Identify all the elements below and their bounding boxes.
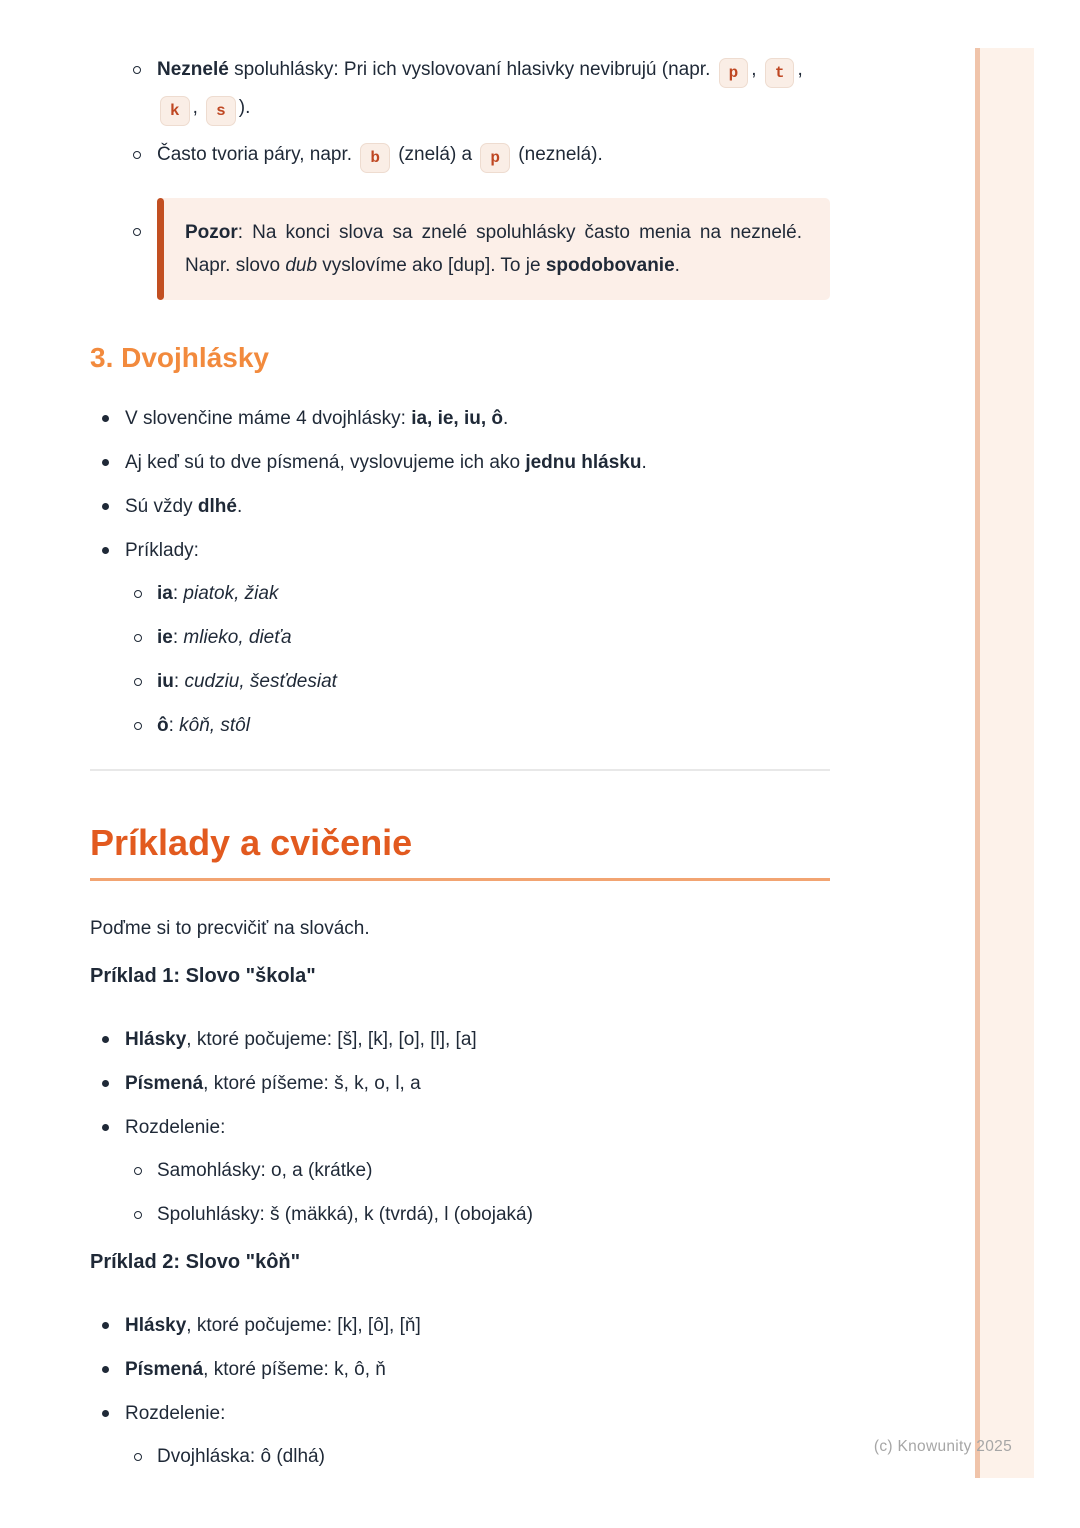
text-segment: ). bbox=[238, 97, 251, 118]
text-segment: Rozdelenie: bbox=[125, 1117, 226, 1138]
text-segment: spoluhlásky: Pri ich vyslovovaní hlasivky nevibrujú (napr. bbox=[228, 59, 716, 80]
lead-paragraph: Poďme si to precvičiť na slovách. bbox=[90, 918, 370, 939]
side-strip bbox=[975, 48, 1034, 1478]
list-item-text bbox=[125, 1029, 477, 1050]
text-segment: Neznelé bbox=[157, 59, 229, 80]
text-segment: , bbox=[751, 59, 762, 80]
list-item bbox=[90, 1025, 830, 1054]
bullet-disc-icon bbox=[102, 415, 109, 422]
dvojhlasky-examples-sublist bbox=[125, 579, 830, 740]
list-item bbox=[90, 1311, 830, 1340]
text-segment: . bbox=[236, 496, 243, 517]
text-segment: Sú vždy bbox=[125, 496, 198, 517]
text-segment: : bbox=[173, 671, 185, 692]
bullet-circle-icon bbox=[133, 228, 141, 236]
inline-code-badge: p bbox=[480, 143, 510, 173]
text-segment: V slovenčine máme 4 dvojhlásky: bbox=[125, 408, 412, 429]
text-segment: iu bbox=[157, 671, 174, 692]
text-segment: . bbox=[674, 255, 680, 276]
list-item-text bbox=[157, 715, 250, 736]
list-item-text bbox=[157, 1204, 533, 1225]
list-item bbox=[125, 667, 830, 696]
text-segment: , ktoré počujeme: [k], [ô], [ň] bbox=[186, 1315, 421, 1336]
text-segment: : bbox=[168, 715, 180, 736]
list-item bbox=[90, 136, 830, 174]
bullet-disc-icon bbox=[102, 1322, 109, 1329]
bullet-circle-icon bbox=[134, 1453, 142, 1461]
voiceless-consonants-list bbox=[90, 0, 830, 174]
example-2-title: Príklad 2: Slovo "kôň" bbox=[90, 1251, 301, 1273]
list-item-text bbox=[157, 59, 803, 118]
list-item bbox=[125, 1200, 830, 1229]
list-item-text bbox=[157, 1446, 325, 1467]
text-segment: dlhé bbox=[197, 496, 237, 517]
text-segment: (neznelá). bbox=[513, 144, 603, 165]
list-item-text bbox=[157, 627, 292, 648]
inline-code-badge: p bbox=[719, 58, 749, 88]
list-item bbox=[90, 448, 830, 477]
content-column bbox=[90, 0, 830, 1486]
text-segment: Často tvoria páry, napr. bbox=[157, 144, 358, 165]
example-1-list bbox=[90, 1025, 830, 1229]
text-segment: kôň, stôl bbox=[179, 715, 250, 736]
footer-copyright: (c) Knowunity 2025 bbox=[873, 1438, 1012, 1455]
example-2-list bbox=[90, 1311, 830, 1471]
bullet-disc-icon bbox=[102, 547, 109, 554]
text-segment: : Na konci slova sa znelé spoluhlásky často menia na neznelé. Napr. slovo bbox=[185, 222, 802, 276]
list-item-text bbox=[157, 1160, 372, 1181]
inline-code-badge: b bbox=[360, 143, 390, 173]
bullet-circle-icon bbox=[133, 66, 141, 74]
text-segment: ie bbox=[157, 627, 173, 648]
callout-accent-bar bbox=[157, 198, 164, 300]
text-segment: , ktoré píšeme: š, k, o, l, a bbox=[203, 1073, 421, 1094]
list-item bbox=[125, 1442, 830, 1471]
text-segment: ia bbox=[157, 583, 173, 604]
text-segment: Príklady: bbox=[125, 540, 199, 561]
section-heading-dvojhlasky: 3. Dvojhlásky bbox=[90, 342, 269, 373]
text-segment: (znelá) a bbox=[392, 144, 478, 165]
list-item-text bbox=[157, 144, 603, 165]
text-segment: ô bbox=[157, 715, 169, 736]
bullet-circle-icon bbox=[134, 1211, 142, 1219]
list-item bbox=[90, 1355, 830, 1384]
list-item bbox=[125, 623, 830, 652]
list-item bbox=[125, 1156, 830, 1185]
list-item bbox=[125, 579, 830, 608]
text-segment: Aj keď sú to dve písmená, vyslovujeme ich ako bbox=[125, 452, 526, 473]
example-1-sublist bbox=[125, 1156, 830, 1229]
section-divider bbox=[90, 769, 830, 771]
bullet-circle-icon bbox=[134, 678, 142, 686]
text-segment: piatok, žiak bbox=[183, 583, 279, 604]
text-segment: dub bbox=[285, 255, 318, 276]
bullet-circle-icon bbox=[134, 634, 142, 642]
bullet-circle-icon bbox=[133, 151, 141, 159]
bullet-disc-icon bbox=[102, 1080, 109, 1087]
text-segment: Dvojhláska: ô (dlhá) bbox=[157, 1446, 325, 1467]
list-item-text bbox=[125, 1117, 225, 1138]
text-segment: , ktoré počujeme: [š], [k], [o], [l], [a] bbox=[186, 1029, 477, 1050]
bullet-disc-icon bbox=[102, 1036, 109, 1043]
bullet-disc-icon bbox=[102, 1124, 109, 1131]
inline-code-badge: k bbox=[160, 96, 190, 126]
list-item-text bbox=[125, 452, 647, 473]
text-segment: , bbox=[192, 97, 204, 118]
example-2-sublist bbox=[125, 1442, 830, 1471]
example-1-title: Príklad 1: Slovo "škola" bbox=[90, 965, 316, 987]
dvojhlasky-list bbox=[90, 404, 830, 740]
text-segment: cudziu, šesťdesiat bbox=[184, 671, 337, 692]
text-segment: , bbox=[797, 59, 803, 80]
text-segment: Samohlásky: o, a (krátke) bbox=[157, 1160, 373, 1181]
inline-code-badge: t bbox=[765, 58, 795, 88]
callout-text bbox=[185, 216, 802, 282]
list-item bbox=[90, 51, 830, 127]
text-segment: Písmená bbox=[125, 1359, 204, 1380]
bullet-disc-icon bbox=[102, 459, 109, 466]
list-item bbox=[125, 711, 830, 740]
list-item bbox=[90, 492, 830, 521]
list-item-text bbox=[125, 1315, 421, 1336]
text-segment: : bbox=[172, 583, 184, 604]
page-title: Príklady a cvičenie bbox=[90, 820, 830, 881]
list-item-text bbox=[125, 1073, 421, 1094]
inline-code-badge: s bbox=[206, 96, 236, 126]
text-segment: vyslovíme ako [dup]. To je bbox=[317, 255, 546, 276]
text-segment: Pozor bbox=[185, 222, 238, 243]
list-item-text bbox=[125, 1403, 225, 1424]
text-segment: . bbox=[641, 452, 647, 473]
text-segment: Hlásky bbox=[125, 1315, 187, 1336]
bullet-circle-icon bbox=[134, 722, 142, 730]
list-item-text bbox=[157, 671, 337, 692]
bullet-disc-icon bbox=[102, 1366, 109, 1373]
text-segment: : bbox=[172, 627, 184, 648]
list-item-text bbox=[125, 408, 508, 429]
warning-callout bbox=[157, 198, 830, 300]
text-segment: Písmená bbox=[125, 1073, 204, 1094]
list-item bbox=[90, 1069, 830, 1098]
list-item-text bbox=[125, 1359, 386, 1380]
list-item-text bbox=[157, 583, 278, 604]
callout-list-item bbox=[90, 198, 830, 300]
list-item-text bbox=[125, 540, 199, 561]
text-segment: spodobovanie bbox=[545, 255, 675, 276]
text-segment: Rozdelenie: bbox=[125, 1403, 226, 1424]
bullet-disc-icon bbox=[102, 503, 109, 510]
list-item bbox=[90, 1399, 830, 1471]
list-item-text bbox=[125, 496, 242, 517]
text-segment: . bbox=[503, 408, 509, 429]
list-item bbox=[90, 1113, 830, 1229]
bullet-circle-icon bbox=[134, 590, 142, 598]
bullet-disc-icon bbox=[102, 1410, 109, 1417]
list-item bbox=[90, 536, 830, 740]
text-segment: , ktoré píšeme: k, ô, ň bbox=[203, 1359, 386, 1380]
text-segment: Hlásky bbox=[125, 1029, 187, 1050]
text-segment: jednu hlásku bbox=[525, 452, 642, 473]
text-segment: mlieko, dieťa bbox=[183, 627, 292, 648]
text-segment: Spoluhlásky: š (mäkká), k (tvrdá), l (obojaká) bbox=[157, 1204, 533, 1225]
bullet-circle-icon bbox=[134, 1167, 142, 1175]
text-segment: ia, ie, iu, ô bbox=[411, 408, 504, 429]
list-item bbox=[90, 404, 830, 433]
